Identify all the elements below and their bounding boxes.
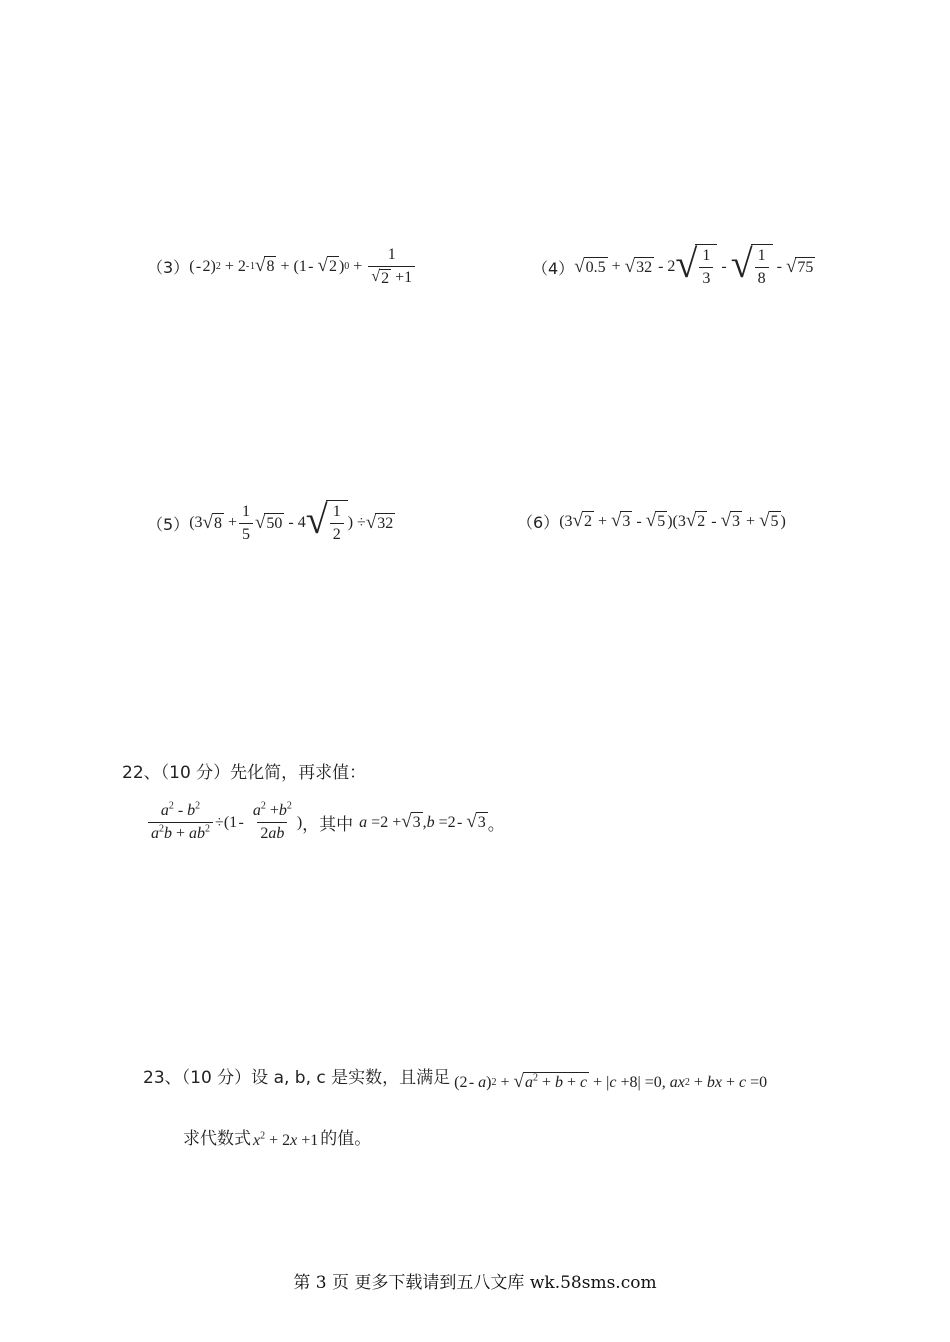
- problem-3-label: （3）: [147, 258, 190, 277]
- problem-3: [147, 244, 417, 289]
- problem-5-expression: (3 √ 8 + $\frac{1}{5}$ √ 50 - 4 √ $\frac{1}{2}$ ) ÷ √ 32: [189, 500, 395, 546]
- problem-5: [147, 497, 395, 546]
- problem-6: [517, 510, 786, 533]
- question-22-values: a =2 + √ 3 , b =2 - √ 3: [359, 811, 486, 832]
- question-22-where: ，其中: [302, 815, 354, 835]
- question-23-line2: [183, 1124, 371, 1149]
- problem-4: [532, 241, 815, 290]
- question-22-fraction: $\frac{a^2 - b^2}{a^2b + ab^2}$ ÷(1 - $\frac{a^2 +b^2}{2ab}$ ): [146, 800, 302, 845]
- problem-4-expression: √ 0.5 + √ 32 - 2 √ $\frac{1}{3}$ - √ $\frac{1}{8}$ - √ 75: [574, 244, 815, 290]
- question-23-polynomial: $x^2 + 2x +1$: [253, 1130, 319, 1149]
- problem-3-expression: ( - 2) 2 + 2 - 1 √ 8 + (1 - √ 2 ) 0 + 1 √ 2 +1: [189, 244, 417, 289]
- question-23-condition: (2 - a ) 2 + √ $a^2 + b + c$ + | c +8| =0, ax 2 + bx + c =0: [454, 1071, 768, 1092]
- question-23-suffix: 的值。: [320, 1129, 372, 1149]
- question-23-prefix: 求代数式: [183, 1129, 251, 1149]
- question-23: [143, 1058, 767, 1093]
- problem-6-expression: (3 √ 2 + √ 3 - √ 5 )(3 √ 2 - √ 3 + √ 5 ): [559, 510, 786, 531]
- problem-4-label: （4）: [532, 258, 575, 278]
- problem-5-label: （5）: [147, 514, 190, 534]
- question-22-heading: 22、（10 分）先化简，再求值：: [122, 763, 367, 783]
- question-23-heading: 23、（10 分）设 a, b, c 是实数，且满足: [143, 1068, 451, 1088]
- problem-6-label: （6）: [517, 513, 560, 532]
- page-footer: 第 3 页 更多下载请到五八文库 wk.58sms.com: [293, 1273, 657, 1293]
- question-22-expression: [146, 800, 505, 845]
- question-22-end: 。: [487, 815, 505, 835]
